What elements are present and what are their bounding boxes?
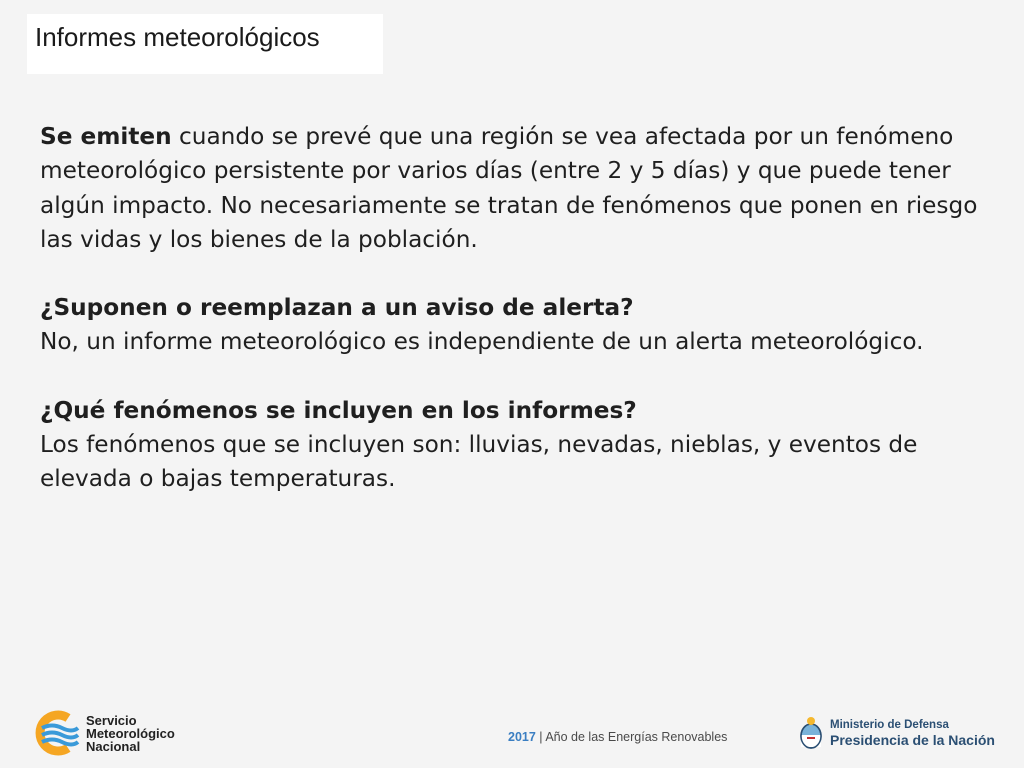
question-1: ¿Suponen o reemplazan a un aviso de alerta?	[40, 294, 634, 322]
footer-separator: |	[539, 730, 543, 744]
paragraph-intro	[40, 120, 990, 257]
smn-logo	[28, 708, 175, 758]
ministry-logo	[798, 716, 995, 750]
smn-text	[86, 714, 175, 753]
smn-line-3: Nacional	[86, 738, 141, 754]
smn-line-1: Servicio	[86, 712, 137, 728]
ministry-name: Ministerio de Defensa	[830, 718, 949, 731]
intro-bold: Se emiten	[40, 123, 172, 150]
presidency-name: Presidencia de la Nación	[830, 731, 995, 748]
slide-title-box	[27, 14, 383, 74]
coat-of-arms-icon	[798, 716, 824, 750]
slide-content	[40, 120, 990, 497]
answer-1: No, un informe meteorológico es independiente de un alerta meteorológico.	[40, 328, 924, 356]
intro-text: cuando se prevé que una región se vea afectada por un fenómeno meteorológico persistente por varios días (entre 2 y 5 días) y que puede tener algún impacto. No necesariamente se tratan de fenómenos que ponen en riesgo las vidas y los bienes de la población.	[40, 123, 978, 253]
question-2: ¿Qué fenómenos se incluyen en los informes?	[40, 396, 637, 424]
footer-motto-text: Año de las Energías Renovables	[545, 730, 728, 744]
smn-logo-icon	[28, 709, 80, 757]
ministry-text	[830, 719, 995, 748]
answer-2: Los fenómenos que se incluyen son: lluvias, nevadas, nieblas, y eventos de elevada o bajas temperaturas.	[40, 431, 918, 493]
smn-line-2: Meteorológico	[86, 725, 175, 741]
footer-year: 2017	[508, 730, 536, 744]
slide-title: Informes meteorológicos	[35, 22, 320, 52]
footer-motto	[508, 730, 727, 744]
